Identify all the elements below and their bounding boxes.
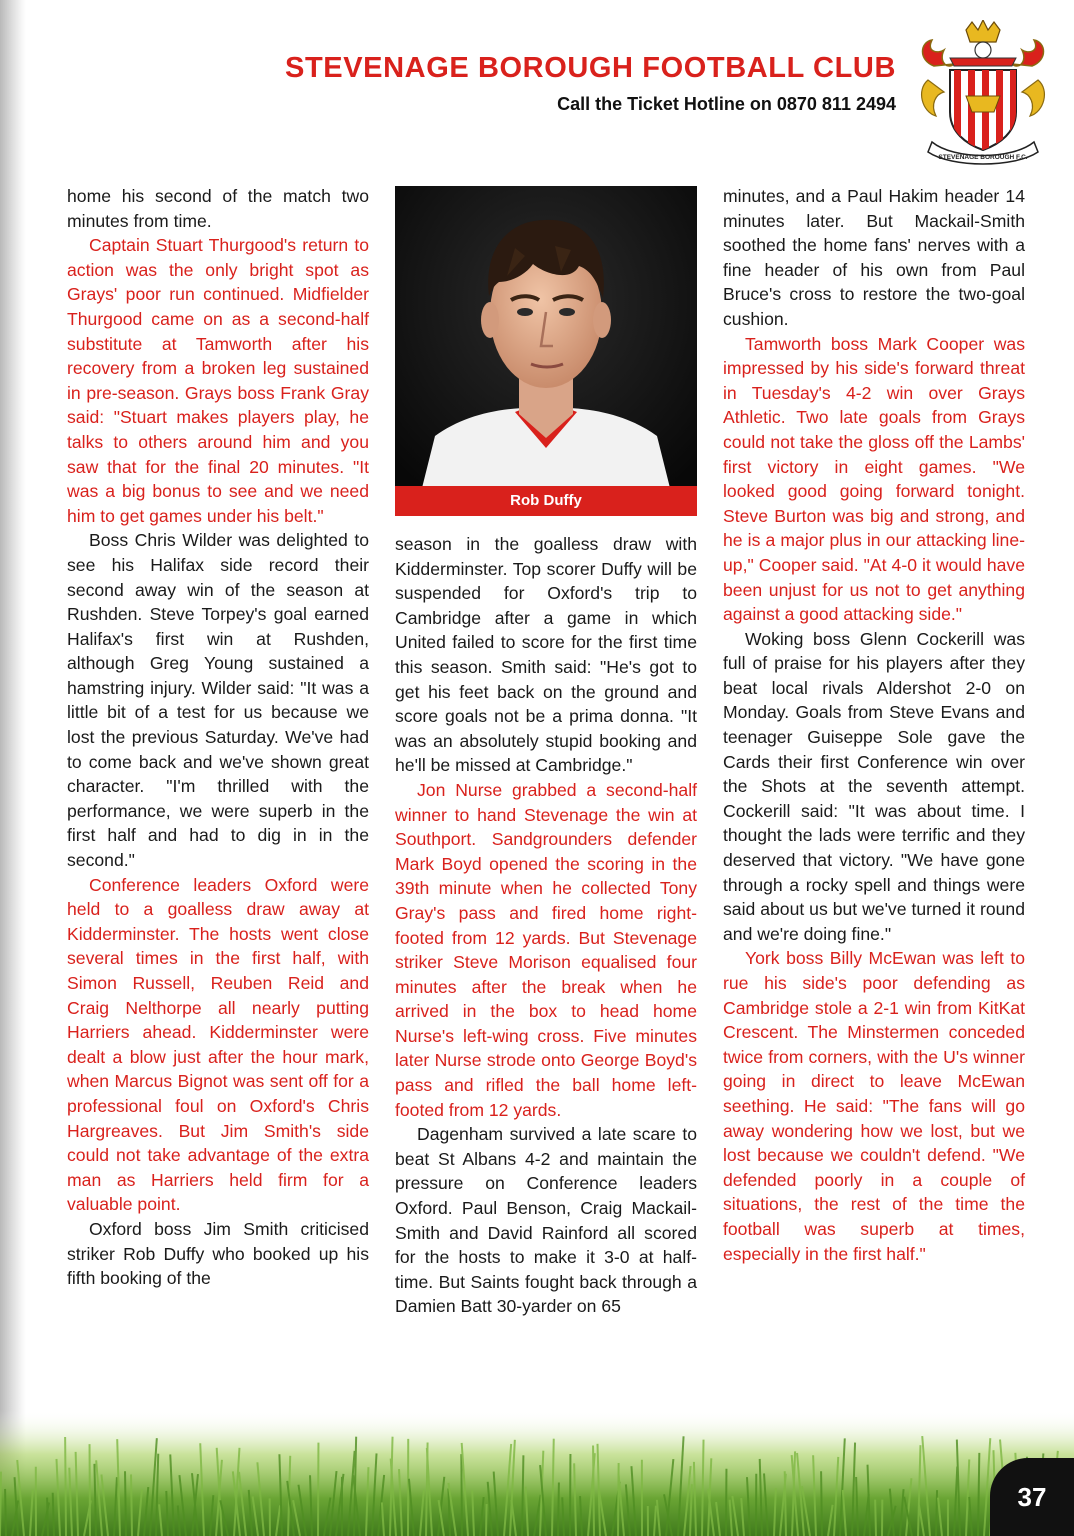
article-column-2 (395, 532, 697, 1319)
paragraph: Woking boss Glenn Cockerill was full of praise for his players after they beat local rivals Aldershot 2-0 on Monday. Goals from Steve Evans and teenager Guiseppe Sole gave the Cards their first Conference win over the Shots at the seventh attempt. Cockerill said: "It was about time. I thought the lads were terrific and they deserved that victory. "We have gone through a rocky spell and things were said about us but we've turned it round and we're doing fine." (723, 628, 1025, 944)
grass-footer-decoration (0, 1380, 1074, 1536)
paragraph: Dagenham survived a late scare to beat St Albans 4-2 and maintain the pressure on Conference leaders Oxford. Paul Benson, Craig Mackail-Smith and David Rainford all scored for the hosts to make it 3-0 at half-time. But Saints fought back through a Damien Batt 30-yarder on 65 (395, 1124, 697, 1317)
ticket-hotline-text: Call the Ticket Hotline on 0870 811 2494 (557, 94, 896, 114)
paragraph: Tamworth boss Mark Cooper was impressed by his side's forward threat in Tuesday's 4-2 win over Grays Athletic. Two late goals from Grays could not take the gloss off the Lambs' first victory in eight games. "We looked good going forward tonight. Steve Burton was big and strong, and he is a major plus in our attacking line-up," Cooper said. "At 4-0 it would have been unjust for us not to get anything against a good attacking side." (723, 333, 1025, 625)
paragraph: season in the goalless draw with Kidderminster. Top scorer Duffy will be suspended for Oxford's trip to Cambridge after a game in which United failed to score for the first time this season. Smith said: "He's got to get his feet back on the ground and score goals not be a prima donna. "It was an absolutely stupid booking and he'll be missed at Cambridge." (395, 534, 697, 776)
paragraph: Oxford boss Jim Smith criticised striker Rob Duffy who booked up his fifth booking of the (67, 1218, 369, 1289)
paragraph: Jon Nurse grabbed a second-half winner to hand Stevenage the win at Southport. Sandgrounders defender Mark Boyd opened the scoring in the 39th minute when he collected Tony Gray's pass and fired home right-footed from 12 yards. But Stevenage striker Steve Morison equalised four minutes after the break when he arrived in the box to head home Nurse's left-wing cross. Five minutes later Nurse strode onto George Boyd's pass and rifled the ball home left-footed from 12 yards. (395, 779, 697, 1120)
paragraph: York boss Billy McEwan was left to rue his side's poor defending as Cambridge stole a 2-1 win from KitKat Crescent. The Minstermen conceded twice from corners, with the U's winner going in direct to leave McEwan seething. He said: "The fans will go away wondering how we lost, but we lost because we couldn't defend. "We defended poorly in a couple of situations, the rest of the time the football was superb at times, especially in the first half." (723, 948, 1025, 1264)
page-number: 37 (990, 1458, 1074, 1536)
club-name-heading: STEVENAGE BOROUGH FOOTBALL CLUB (285, 52, 896, 84)
paragraph: minutes, and a Paul Hakim header 14 minutes later. But Mackail-Smith soothed the home fans' nerves with a fine header of his own from Paul Bruce's cross to restore the two-goal cushion. (723, 186, 1025, 329)
player-portrait-image (395, 186, 697, 516)
page-spine-shadow (0, 0, 26, 1536)
photo-caption: Rob Duffy (395, 486, 697, 516)
paragraph: Conference leaders Oxford were held to a goalless draw away at Kidderminster. The hosts went close several times in the first half, with Simon Russell, Reuben Reid and Craig Nelthorpe all nearly putting Harriers ahead. Kidderminster were dealt a blow just after the hour mark, when Marcus Bignot was sent off for a professional foul on Oxford's Chris Hargreaves. But Jim Smith's side could not take advantage of the extra man as Harriers held firm for a valuable point. (67, 874, 369, 1215)
club-crest-logo (914, 20, 1052, 166)
paragraph: Boss Chris Wilder was delighted to see his Halifax side record their second away win of the season at Rushden. Steve Torpey's goal earned Halifax's first win at Rushden, although Greg Young sustained a hamstring injury. Wilder said: "It was a little bit of a test for us because we lost the previous Saturday. We've had to come back and we've shown great character. "I'm thrilled with the performance, we were superb in the first half and had to dig in in the second." (67, 530, 369, 871)
article-column-3 (723, 184, 1025, 1266)
paragraph: Captain Stuart Thurgood's return to action was the only bright spot as Grays' poor run continued. Midfielder Thurgood came on as a second-half substitute at Tamworth after his recovery from a broken leg sustained in pre-season. Grays boss Frank Gray said: "Stuart makes players play, he talks to others around him and you saw that for the final 20 minutes. "It was a big bonus to see and we need him to get games under his belt." (67, 235, 369, 526)
article-column-1 (67, 184, 369, 1291)
paragraph: home his second of the match two minutes from time. (67, 186, 369, 231)
crest-ribbon-text: STEVENAGE BOROUGH F.C. (938, 154, 1028, 161)
player-photo (395, 186, 697, 516)
